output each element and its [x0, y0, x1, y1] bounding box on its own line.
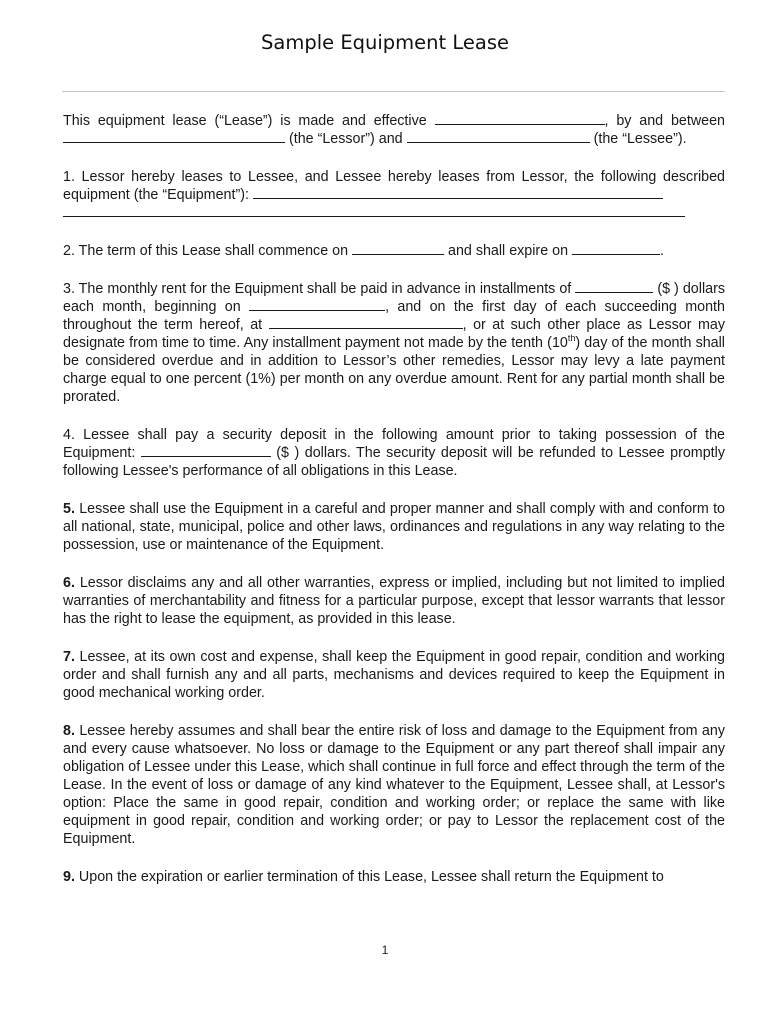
effective-date-field[interactable]: [435, 112, 605, 125]
equipment-description-field-2[interactable]: [63, 204, 685, 217]
lessee-name-field[interactable]: [407, 130, 590, 143]
intro-text-2: , by and between: [604, 113, 725, 129]
clause-3-text-1: 3. The monthly rent for the Equipment shall be paid in advance in installments of: [63, 281, 572, 297]
clause-2-text-1: 2. The term of this Lease shall commence on: [63, 243, 349, 259]
clause-9-number: 9.: [63, 869, 75, 885]
clause-9-text: Upon the expiration or earlier termination of this Lease, Lessee shall return the Equipment to: [78, 869, 664, 885]
rent-amount-words-field[interactable]: [575, 280, 653, 293]
clause-7: [63, 648, 725, 702]
clause-2-text-3: .: [660, 243, 664, 259]
document-body: [63, 112, 725, 906]
expire-date-field[interactable]: [572, 242, 660, 255]
clause-3-text-6: ) day of the month shall be considered overdue and in addition to Lessor’s other remedies, Lessor may levy a late payment charge equal to one percent (1%) per month on any overdue amount. Rent for any partial month shall be prorated.: [63, 335, 725, 405]
clause-2: [63, 242, 725, 260]
clause-5: [63, 500, 725, 554]
lessor-name-field[interactable]: [63, 130, 285, 143]
document-title: Sample Equipment Lease: [261, 31, 509, 54]
payment-location-field[interactable]: [269, 316, 463, 329]
clause-3-text-2: ($ ): [657, 281, 679, 297]
clause-9: [63, 868, 725, 886]
clause-8-text: Lessee hereby assumes and shall bear the entire risk of loss and damage to the Equipment from any and every cause whatsoever. No loss or damage to the Equipment or any part thereof shall impair any obligation of Lessee under this Lease, which shall continue in full force and effect through the term of the Lease. In the event of loss or damage of any kind whatever to the Equipment, Lessee shall, at Lessor's option: Place the same in good repair, condition and working order; or replace the same with like equipment in good repair, condition and working order; or pay to Lessor the replacement cost of the Equipment.: [63, 723, 725, 847]
intro-text-4: (the “Lessee”).: [593, 131, 687, 147]
clause-7-number: 7.: [63, 649, 75, 665]
intro-paragraph: [63, 112, 725, 148]
clause-2-text-2: and shall expire on: [448, 243, 569, 259]
commence-date-field[interactable]: [352, 242, 444, 255]
clause-5-number: 5.: [63, 501, 75, 517]
clause-3-text-5: , or at such other place as Lessor may designate from time to time. Any installment payment not made by the tenth (10: [63, 317, 726, 351]
title-divider: [62, 91, 725, 92]
clause-4-text-1: 4. Lessee shall pay a security deposit in the following amount prior to taking possession of the Equipment:: [63, 427, 725, 461]
rent-start-date-field[interactable]: [249, 298, 385, 311]
equipment-description-field[interactable]: [253, 186, 663, 199]
clause-7-text: Lessee, at its own cost and expense, shall keep the Equipment in good repair, condition and working order and shall furnish any and all parts, mechanisms and devices required to keep the Equipment in good mechanical working order.: [63, 649, 725, 701]
clause-4: [63, 426, 725, 480]
clause-6-text: Lessor disclaims any and all other warranties, express or implied, including but not limited to implied warranties of merchantability and fitness for a particular purpose, except that lessor warrants that lessor has the right to lease the equipment, as provided in this lease.: [63, 575, 725, 627]
clause-3-text-4: , and on the first day of each succeeding month throughout the term hereof, at: [63, 299, 725, 333]
clause-5-text: Lessee shall use the Equipment in a careful and proper manner and shall comply with and conform to all national, state, municipal, police and other laws, ordinances and regulations in any way relating to the possession, use or maintenance of the Equipment.: [63, 501, 726, 553]
clause-4-text-2: ($ ) dollars. The security deposit will be refunded to Lessee promptly following Lessee's performance of all obligations in this Lease.: [63, 445, 725, 479]
intro-text-1: This equipment lease (“Lease”) is made and effective: [63, 113, 427, 129]
clause-3-text-3: dollars each month, beginning on: [63, 281, 725, 315]
security-deposit-field[interactable]: [141, 444, 271, 457]
page-number: 1: [381, 943, 389, 957]
clause-6: [63, 574, 725, 628]
clause-3: [63, 280, 725, 406]
intro-text-3: (the “Lessor”) and: [288, 131, 403, 147]
clause-6-number: 6.: [63, 575, 75, 591]
clause-8: [63, 722, 725, 848]
clause-8-number: 8.: [63, 723, 75, 739]
clause-1-text: 1. Lessor hereby leases to Lessee, and Lessee hereby leases from Lessor, the following described equipment (the “Equipment”):: [63, 169, 725, 203]
superscript-th: th: [567, 333, 576, 344]
clause-1: [63, 168, 725, 222]
